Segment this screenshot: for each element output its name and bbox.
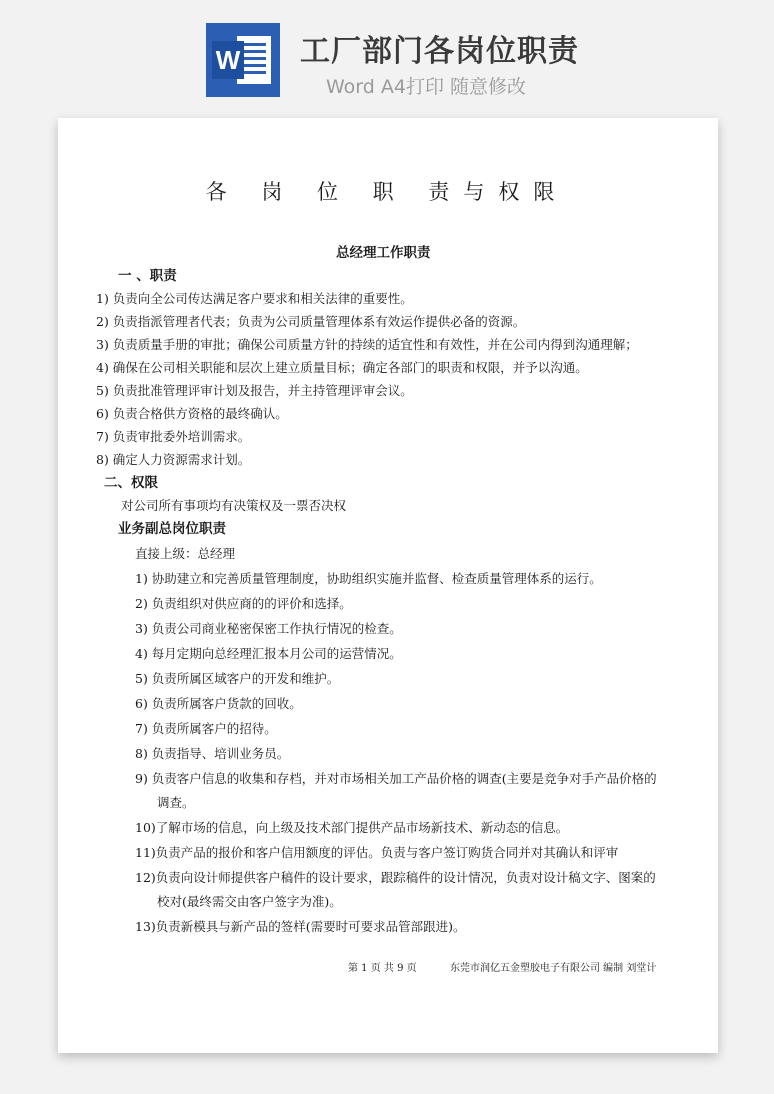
vp-duty-12-cont: 校对(最终需交由客户签字为准)。 xyxy=(157,894,342,909)
vp-title: 业务副总岗位职责 xyxy=(118,521,226,537)
app-header xyxy=(0,0,774,112)
vp-duty-3: 3) 负责公司商业秘密保密工作执行情况的检查。 xyxy=(135,621,402,636)
gm-duty-7: 7) 负责审批委外培训需求。 xyxy=(96,429,251,444)
gm-duty-6: 6) 负责合格供方资格的最终确认。 xyxy=(96,406,288,421)
gm-duty-1: 1) 负责向全公司传达满足客户要求和相关法律的重要性。 xyxy=(96,291,413,306)
gm-duty-2: 2) 负责指派管理者代表；负责为公司质量管理体系有效运作提供必备的资源。 xyxy=(96,314,526,329)
vp-duty-10: 10)了解市场的信息，向上级及技术部门提供产品市场新技术、新动态的信息。 xyxy=(135,820,569,835)
vp-duty-9: 9) 负责客户信息的收集和存档，并对市场相关加工产品价格的调查(主要是竞争对手产品价格的 xyxy=(135,771,657,786)
gm-authority-heading: 二、权限 xyxy=(104,475,158,491)
document-title: 各 岗 位 职 责与权限 xyxy=(205,180,569,204)
vp-superior: 直接上级：总经理 xyxy=(135,546,236,561)
footer-company: 东莞市润亿五金塑胶电子有限公司 编制 刘堂计 xyxy=(450,963,657,974)
vp-duty-7: 7) 负责所属客户的招待。 xyxy=(135,721,277,736)
word-document-icon xyxy=(206,23,280,97)
vp-duty-1: 1) 协助建立和完善质量管理制度，协助组织实施并监督、检查质量管理体系的运行。 xyxy=(135,571,602,586)
page-number: 第 1 页 共 9 页 xyxy=(348,963,417,974)
vp-duty-5: 5) 负责所属区域客户的开发和维护。 xyxy=(135,671,340,686)
vp-duty-6: 6) 负责所属客户货款的回收。 xyxy=(135,696,302,711)
vp-duty-4: 4) 每月定期向总经理汇报本月公司的运营情况。 xyxy=(135,646,402,661)
page-subtitle: Word A4打印 随意修改 xyxy=(326,76,527,98)
vp-duty-9-cont: 调查。 xyxy=(157,795,195,810)
vp-duty-12: 12)负责向设计师提供客户稿件的设计要求，跟踪稿件的设计情况，负责对设计稿文字、图案的 xyxy=(135,870,656,885)
vp-duty-2: 2) 负责组织对供应商的的评价和选择。 xyxy=(135,596,352,611)
gm-duties-heading: 一 、职责 xyxy=(118,268,177,284)
gm-duty-5: 5) 负责批准管理评审计划及报告，并主持管理评审会议。 xyxy=(96,383,413,398)
gm-title: 总经理工作职责 xyxy=(336,245,431,261)
vp-duty-11: 11)负责产品的报价和客户信用额度的评估。负责与客户签订购货合同并对其确认和评审 xyxy=(135,845,619,860)
page-title: 工厂部门各岗位职责 xyxy=(300,34,579,69)
vp-duty-8: 8) 负责指导、培训业务员。 xyxy=(135,746,290,761)
gm-duty-8: 8) 确定人力资源需求计划。 xyxy=(96,452,251,467)
logo-letter: W xyxy=(215,45,241,75)
vp-duty-13: 13)负责新模具与新产品的签样(需要时可要求品管部跟进)。 xyxy=(135,919,466,934)
gm-authority-text: 对公司所有事项均有决策权及一票否决权 xyxy=(121,498,347,513)
gm-duty-4: 4) 确保在公司相关职能和层次上建立质量目标；确定各部门的职责和权限，并予以沟通。 xyxy=(96,360,588,375)
gm-duty-3: 3) 负责质量手册的审批；确保公司质量方针的持续的适宜性和有效性，并在公司内得到沟通理解； xyxy=(96,337,638,352)
